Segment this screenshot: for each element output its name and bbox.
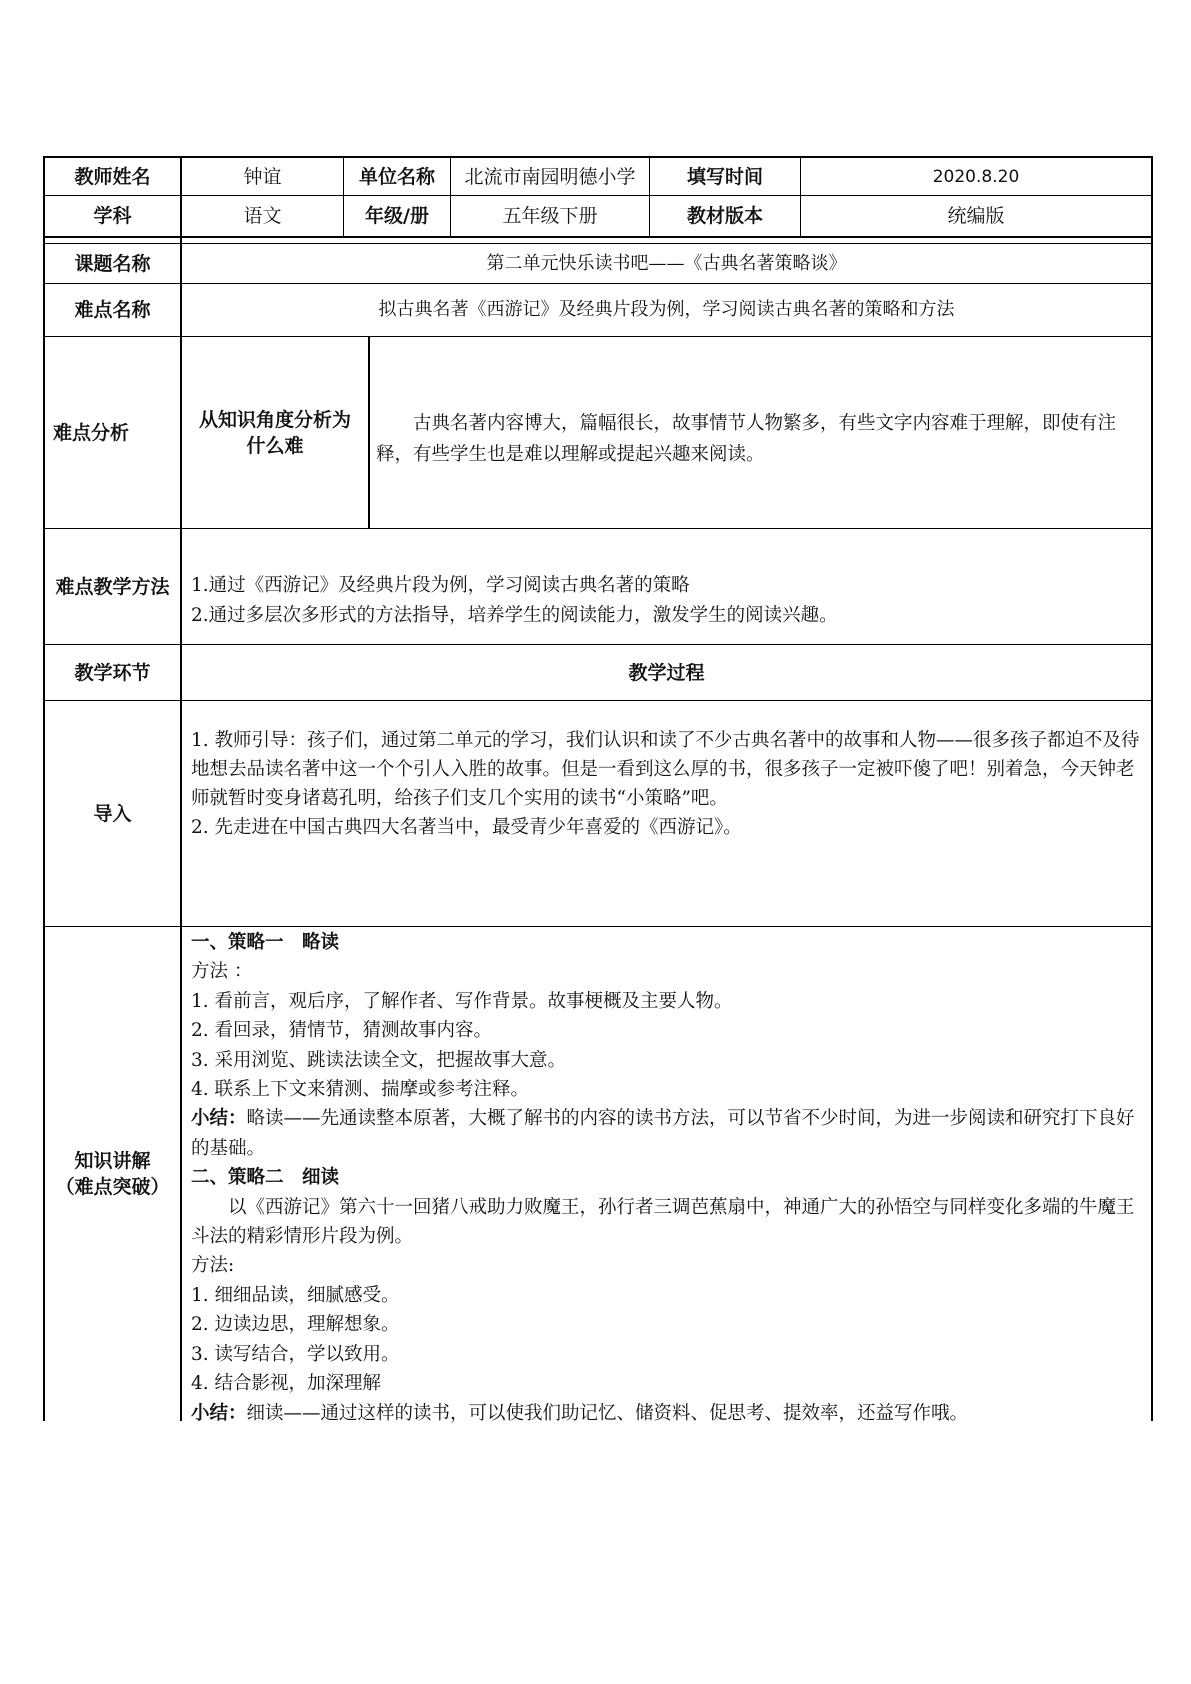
strategy-1-title: 一、策略一 略读 xyxy=(191,932,340,953)
fill-date-label: 填写时间 xyxy=(686,165,763,188)
knowledge-content xyxy=(191,928,1146,1428)
process-step-label: 教学环节 xyxy=(74,661,151,684)
subject-value: 语文 xyxy=(243,205,282,227)
summary-label: 小结： xyxy=(191,1108,247,1130)
difficulty-value: 拟古典名著《西游记》及经典片段为例，学习阅读古典名著的策略和方法 xyxy=(378,299,955,320)
fill-date-value: 2020.8.20 xyxy=(932,166,1020,187)
topic-label: 课题名称 xyxy=(74,252,151,275)
strategy-1-item: 4. 联系上下文来猜测、揣摩或参考注释。 xyxy=(191,1079,530,1101)
strategy-1-item: 3. 采用浏览、跳读法读全文，把握故事大意。 xyxy=(191,1049,567,1071)
method-line-2: 2.通过多层次多形式的方法指导，培养学生的阅读能力，激发学生的阅读兴趣。 xyxy=(191,605,838,626)
teacher-name-label: 教师姓名 xyxy=(74,165,151,188)
analysis-text: 古典名著内容博大，篇幅很长，故事情节人物繁多，有些文字内容难于理解，即使有注释，有些学生也是难以理解或提起兴趣来阅读。 xyxy=(376,413,1117,465)
teacher-name-value: 钟谊 xyxy=(243,165,282,188)
knowledge-label xyxy=(45,927,180,1421)
process-title: 教学过程 xyxy=(628,661,705,684)
grade-label: 年级/册 xyxy=(365,205,429,227)
grade-value: 五年级下册 xyxy=(502,205,598,227)
strategy-2-title: 二、策略二 细读 xyxy=(191,1167,340,1189)
strategy-2-method: 方法: xyxy=(191,1255,235,1277)
strategy-2-item: 1. 细细品读，细腻感受。 xyxy=(191,1284,400,1306)
summary-text: 略读——先通读整本原著，大概了解书的内容的读书方法，可以节省不少时间，为进一步阅读和研究打下良好的基础。 xyxy=(191,1108,1135,1159)
analysis-sub-label: 从知识角度分析为什么难 xyxy=(198,408,351,457)
strategy-2-item: 2. 边读边思，理解想象。 xyxy=(191,1314,400,1336)
strategy-1-summary xyxy=(191,1104,1146,1163)
method-label: 难点教学方法 xyxy=(55,575,170,598)
strategy-2-summary xyxy=(191,1399,1146,1428)
analysis-label: 难点分析 xyxy=(53,421,130,444)
edition-label: 教材版本 xyxy=(686,205,763,227)
strategy-2-item: 4. 结合影视，加深理解 xyxy=(191,1373,382,1395)
method-lines xyxy=(191,571,1146,631)
topic-value: 第二单元快乐读书吧——《古典名著策略谈》 xyxy=(486,252,847,274)
intro-paragraph-2: 2. 先走进在中国古典四大名著当中，最受青少年喜爱的《西游记》。 xyxy=(191,817,742,838)
intro-label: 导入 xyxy=(93,802,132,825)
intro-text xyxy=(191,726,1146,842)
strategy-1-method: 方法 ： xyxy=(191,961,253,983)
knowledge-label-line-2: （难点突破） xyxy=(55,1176,170,1198)
difficulty-label: 难点名称 xyxy=(74,299,151,321)
summary-label: 小结： xyxy=(191,1402,247,1424)
method-line-1: 1.通过《西游记》及经典片段为例，学习阅读古典名著的策略 xyxy=(191,575,690,596)
strategy-2-item: 3. 读写结合，学以致用。 xyxy=(191,1343,400,1365)
unit-name-value: 北流市南园明德小学 xyxy=(464,165,636,188)
strategy-1-item: 2. 看回录，猜情节，猜测故事内容。 xyxy=(191,1020,493,1042)
intro-paragraph-1: 1. 教师引导：孩子们，通过第二单元的学习，我们认识和读了不少古典名著中的故事和人物——很多孩子都迫不及待地想去品读名著中这一个个引人入胜的故事。但是一看到这么厚的书，很多孩子一定被吓傻了吧！别着急，今天钟老师就暂时变身诸葛孔明，给孩子们支几个实用的读书“小策略”吧。 xyxy=(191,730,1140,809)
edition-value: 统编版 xyxy=(947,205,1005,227)
knowledge-label-line-1: 知识讲解 xyxy=(74,1150,151,1172)
strategy-2-intro: 以《西游记》第六十一回猪八戒助力败魔王，孙行者三调芭蕉扇中，神通广大的孙悟空与同样变化多端的牛魔王斗法的精彩情形片段为例。 xyxy=(191,1196,1135,1248)
summary-text: 细读——通过这样的读书，可以使我们助记忆、储资料、促思考、提效率，还益写作哦。 xyxy=(246,1402,969,1424)
strategy-1-item: 1. 看前言，观后序，了解作者、写作背景。故事梗概及主要人物。 xyxy=(191,990,733,1012)
subject-label: 学科 xyxy=(93,205,132,227)
unit-name-label: 单位名称 xyxy=(358,165,435,188)
